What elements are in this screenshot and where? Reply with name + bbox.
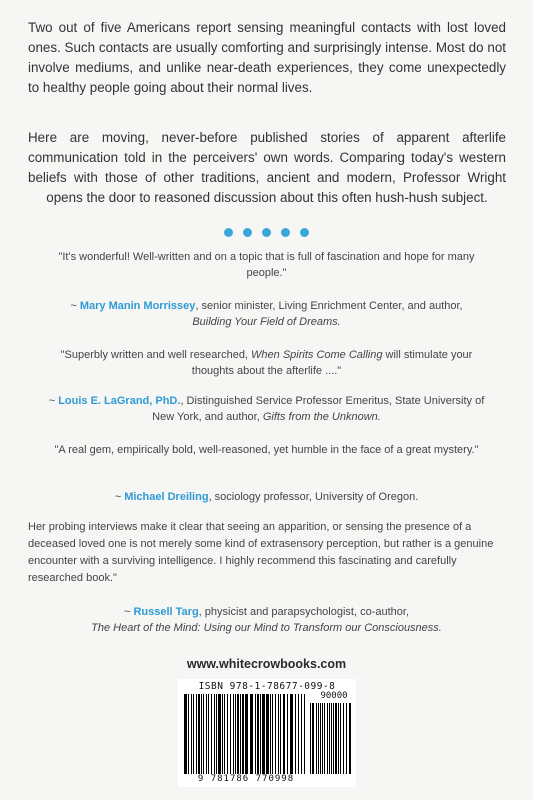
barcode-bar [320, 703, 321, 774]
barcode-bar [242, 694, 244, 774]
ean13-digits: 9 781786 770998 [197, 774, 295, 784]
barcode-bar [316, 703, 317, 774]
endorsement-quote-1: "It's wonderful! Well-written and on a topic that is full of fascination and hope for many people." [58, 251, 475, 279]
book-title: When Spirits Come Calling [251, 349, 383, 361]
barcode-bar [203, 694, 204, 774]
barcode-bar [191, 694, 192, 774]
barcode-bar [340, 703, 341, 774]
divider-dot [224, 228, 233, 237]
endorser-name: Russell Targ [133, 606, 199, 618]
intro-paragraph-2: Here are moving, never-before published stories of apparent afterlife communication told in the perceivers' own words. Comparing today's western beliefs with those of other traditions, ancient and modern, Professor Wright opens the door to reasoned discussion about this often hush-hush subject. [28, 130, 506, 205]
barcode-bar [260, 694, 261, 774]
barcode-bar [222, 694, 223, 774]
intro-paragraph-1: Two out of five Americans report sensing meaningful contacts with lost loved ones. Such contacts are usually comforting and surprisingly intense. Most do not involve mediums, and unlike near-death experiences, they come unexpectedly to healthy people going about their normal lives. [28, 20, 506, 95]
barcode-bar [270, 694, 271, 774]
barcode-bar [262, 694, 265, 774]
barcode-bar [240, 694, 241, 774]
barcode-bar [349, 703, 351, 774]
endorser-name: Louis E. LaGrand, PhD. [58, 395, 181, 407]
barcode-bar [237, 694, 239, 774]
barcode-bar [331, 703, 332, 774]
barcode-bar [184, 694, 187, 774]
barcode-bar [245, 694, 248, 774]
barcode-bar [230, 694, 231, 774]
barcode-addon-number: 90000 [320, 691, 348, 701]
barcode-bar [322, 703, 323, 774]
endorsement-quote-3: "A real gem, empirically bold, well-reasoned, yet humble in the face of a great mystery." [54, 444, 479, 456]
divider-dot [300, 228, 309, 237]
endorsement-attribution-4 [40, 604, 493, 636]
barcode-bar [216, 694, 217, 774]
barcode-bar [280, 694, 281, 774]
barcode-bar [290, 694, 293, 774]
barcode-bar [201, 694, 202, 774]
endorser-affiliation: , senior minister, Living Enrichment Center, and author, [195, 300, 463, 312]
attribution-prefix: ~ [123, 606, 134, 618]
barcode-bar [235, 694, 236, 774]
barcode-bar [312, 703, 314, 774]
barcode-bar [278, 694, 279, 774]
barcode-bar [196, 694, 197, 774]
barcode-bar [233, 694, 234, 774]
attribution-prefix: ~ [70, 300, 80, 312]
endorser-affiliation: , sociology professor, University of Oregon. [208, 491, 419, 503]
barcode-bar [275, 694, 276, 774]
barcode-bar [310, 703, 311, 774]
barcode-bar [338, 703, 339, 774]
barcode-bar [266, 694, 269, 774]
barcode-bar [198, 694, 200, 774]
barcode-bar [324, 703, 325, 774]
divider-dots [0, 228, 533, 237]
divider-dot [262, 228, 271, 237]
barcode-bar [208, 694, 209, 774]
barcode-bar [224, 694, 225, 774]
barcode-bar [335, 703, 337, 774]
endorser-work: Gifts from the Unknown. [262, 411, 381, 423]
barcode-bar [343, 703, 344, 774]
endorser-work: The Heart of the Mind: Using our Mind to Transform our Consciousness. [91, 622, 442, 634]
barcode-bar [250, 694, 253, 774]
barcode-bar [211, 694, 212, 774]
endorser-work: Building Your Field of Dreams. [192, 316, 341, 328]
barcode-bar [346, 703, 347, 774]
endorsement-attribution-3 [40, 489, 493, 505]
ean13-barcode-bars [184, 694, 308, 774]
barcode-bar [327, 703, 328, 774]
barcode-bar [304, 694, 305, 774]
isbn-label: ISBN 978-1-78677-099-8 [198, 681, 336, 692]
quote-text: will stimulate your thoughts about the afterlife ...." [191, 349, 473, 377]
attribution-prefix: ~ [114, 491, 125, 503]
endorser-name: Mary Manin Morrissey [79, 300, 196, 312]
barcode-bar [318, 703, 319, 774]
barcode-bar [298, 694, 299, 774]
barcode-bar [257, 694, 259, 774]
barcode-bar [329, 703, 330, 774]
divider-dot [281, 228, 290, 237]
barcode-bar [255, 694, 256, 774]
isbn-barcode [178, 679, 356, 787]
barcode-bar [287, 694, 288, 774]
addon-barcode-bars [310, 703, 352, 774]
attribution-prefix: ~ [48, 395, 59, 407]
quote-text: "Superbly written and well researched, [60, 349, 252, 361]
barcode-bar [188, 694, 189, 774]
endorsement-quote-2 [40, 347, 493, 379]
publisher-url: www.whitecrowbooks.com [186, 657, 347, 671]
barcode-bar [295, 694, 296, 774]
barcode-bar [206, 694, 207, 774]
divider-dot [243, 228, 252, 237]
barcode-bar [301, 694, 302, 774]
barcode-bar [333, 703, 334, 774]
barcode-bar [193, 694, 194, 774]
endorser-name: Michael Dreiling [124, 491, 209, 503]
endorser-affiliation: , Distinguished Service Professor Emeritus, State University of New York, and author, [152, 395, 485, 423]
barcode-bar [214, 694, 215, 774]
barcode-bar [227, 694, 228, 774]
barcode-bar [283, 694, 285, 774]
barcode-bar [272, 694, 273, 774]
endorsement-attribution-2 [40, 393, 493, 425]
endorsement-quote-4: Her probing interviews make it clear that seeing an apparition, or sensing the presence of a deceased loved one is not merely some kind of extrasensory perception, but rather is a genuine encounter with a surviving intelligence. I highly recommend this fascinating and carefully researched book." [28, 521, 494, 584]
endorser-affiliation: , physicist and parapsychologist, co-author, [198, 606, 410, 618]
barcode-bar [218, 694, 221, 774]
endorsement-attribution-1 [40, 298, 493, 330]
